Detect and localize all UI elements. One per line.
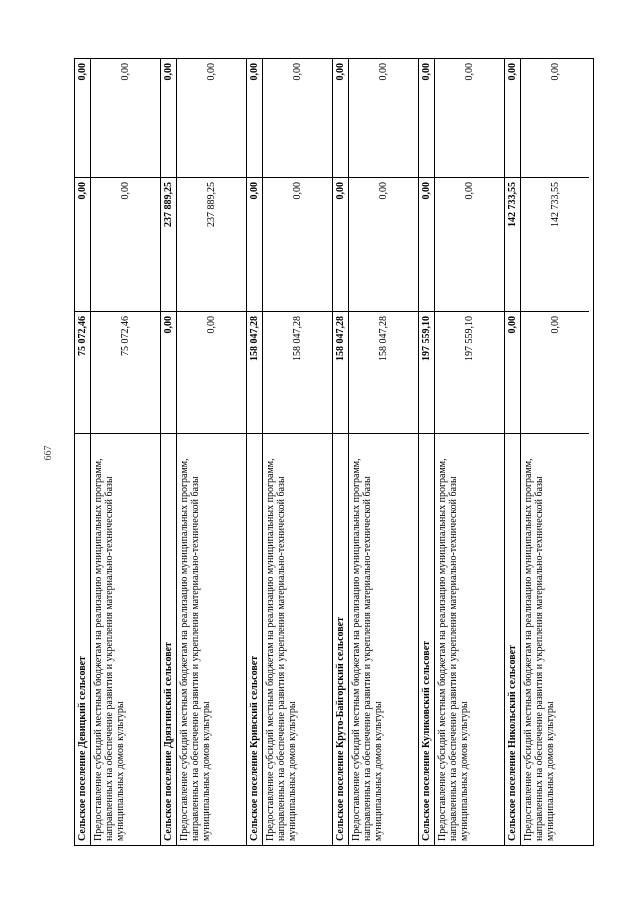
section-title: Сельское поселение Никольский сельсовет <box>505 433 520 845</box>
total-value-1: 75 072,46 <box>75 311 90 433</box>
detail-value-2: 0,00 <box>349 177 418 311</box>
section-title: Сельское поселение Круто-Байгорский сельсовет <box>333 433 348 845</box>
total-value-1: 0,00 <box>161 311 176 433</box>
detail-value-1: 0,00 <box>521 311 589 433</box>
total-value-3: 0,00 <box>249 63 260 81</box>
total-value-2: 0,00 <box>419 177 434 311</box>
detail-row <box>263 59 333 845</box>
section-header-row <box>333 59 349 845</box>
detail-value-3: 0,00 <box>206 63 217 81</box>
detail-value-3: 0,00 <box>464 63 475 81</box>
section-header-row <box>247 59 263 845</box>
total-value-1: 158 047,28 <box>247 311 262 433</box>
total-value-1: 197 559,10 <box>419 311 434 433</box>
rotated-table-container <box>74 58 594 846</box>
detail-value-2: 0,00 <box>435 177 504 311</box>
section-title: Сельское поселение Куликовский сельсовет <box>419 433 434 845</box>
detail-value-1: 197 559,10 <box>435 311 504 433</box>
detail-value-2: 142 733,55 <box>521 177 589 311</box>
section-title: Сельское поселение Кривский сельсовет <box>247 433 262 845</box>
detail-text: Предоставление субсидий местным бюджетам на реализацию муниципальных программ, направленных на обеспечение развития и укрепления материально-технической базы муниципальных домов культуры <box>435 433 504 845</box>
detail-value-3: 0,00 <box>120 63 131 81</box>
detail-row <box>521 59 589 845</box>
detail-value-2: 0,00 <box>91 177 160 311</box>
total-value-2: 0,00 <box>247 177 262 311</box>
detail-value-2: 0,00 <box>263 177 332 311</box>
total-value-3: 0,00 <box>77 63 88 81</box>
detail-value-1: 158 047,28 <box>349 311 418 433</box>
total-value-2: 142 733,55 <box>505 177 520 311</box>
total-value-2: 237 889,25 <box>161 177 176 311</box>
total-value-1: 158 047,28 <box>333 311 348 433</box>
detail-text: Предоставление субсидий местным бюджетам на реализацию муниципальных программ, направленных на обеспечение развития и укрепления материально-технической базы муниципальных домов культуры <box>91 433 160 845</box>
total-value-1: 0,00 <box>505 311 520 433</box>
detail-text: Предоставление субсидий местным бюджетам на реализацию муниципальных программ, направленных на обеспечение развития и укрепления материально-технической базы муниципальных домов культуры <box>349 433 418 845</box>
detail-value-3: 0,00 <box>378 63 389 81</box>
detail-value-1: 0,00 <box>177 311 246 433</box>
detail-value-3: 0,00 <box>549 63 561 81</box>
detail-row <box>91 59 161 845</box>
total-value-2: 0,00 <box>333 177 348 311</box>
detail-row <box>177 59 247 845</box>
detail-value-2: 237 889,25 <box>177 177 246 311</box>
budget-table <box>74 58 594 846</box>
section-header-row <box>505 59 521 845</box>
section-title: Сельское поселение Девицкий сельсовет <box>75 433 90 845</box>
detail-text: Предоставление субсидий местным бюджетам на реализацию муниципальных программ, направленных на обеспечение развития и укрепления материально-технической базы муниципальных домов культуры <box>521 433 589 845</box>
total-value-2: 0,00 <box>75 177 90 311</box>
detail-value-1: 75 072,46 <box>91 311 160 433</box>
detail-row <box>435 59 505 845</box>
total-value-3: 0,00 <box>421 63 432 81</box>
section-header-row <box>419 59 435 845</box>
page-number: 667 <box>43 445 54 461</box>
detail-row <box>349 59 419 845</box>
total-value-3: 0,00 <box>335 63 346 81</box>
section-header-row <box>75 59 91 845</box>
total-value-3: 0,00 <box>507 63 518 81</box>
total-value-3: 0,00 <box>163 63 174 81</box>
section-header-row <box>161 59 177 845</box>
detail-text: Предоставление субсидий местным бюджетам на реализацию муниципальных программ, направленных на обеспечение развития и укрепления материально-технической базы муниципальных домов культуры <box>177 433 246 845</box>
detail-value-3: 0,00 <box>292 63 303 81</box>
detail-value-1: 158 047,28 <box>263 311 332 433</box>
section-title: Сельское поселение Дрязгинский сельсовет <box>161 433 176 845</box>
detail-text: Предоставление субсидий местным бюджетам на реализацию муниципальных программ, направленных на обеспечение развития и укрепления материально-технической базы муниципальных домов культуры <box>263 433 332 845</box>
